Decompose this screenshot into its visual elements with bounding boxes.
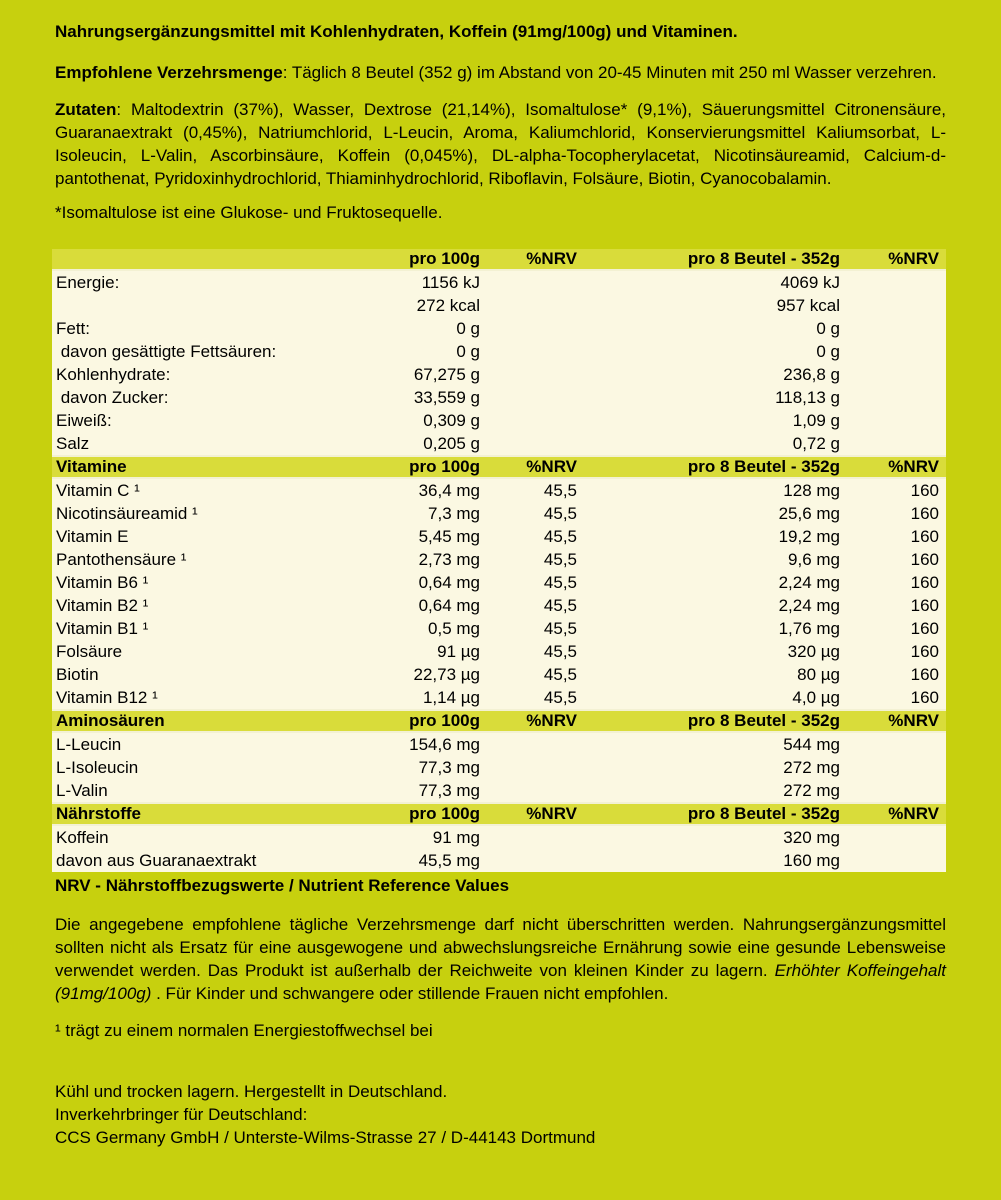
cell-value: %NRV: [526, 457, 577, 476]
nutrient-row: [52, 317, 946, 340]
cell-value: pro 8 Beutel - 352g: [687, 249, 840, 268]
nutrient-row: [52, 386, 946, 409]
cell-value: [840, 733, 946, 756]
nutrient-row: [52, 571, 946, 594]
ingredients-text: : Maltodextrin (37%), Wasser, Dextrose (21,14%), Isomaltulose* (9,1%), Säuerungsmittel Citronensäure, Guaranaextrakt (0,45%), Natriumchlorid, L-Leucin, Aroma, Kaliumchlorid, Konservierungsmittel Kaliumsorbat, L-Isoleucin, L-Valin, Ascorbinsäure, Koffein (0,045%), DL-alpha-Tocopherylacetat, Nicotinsäureamid, Calcium-d-pantothenat, Pyridoxinhydrochlorid, Thiaminhydrochlorid, Riboflavin, Folsäure, Biotin, Cyanocobalamin.: [55, 100, 946, 188]
cell-value: 0 g: [456, 342, 480, 361]
nutrient-row: [52, 432, 946, 455]
cell-value: %NRV: [526, 804, 577, 823]
nutrient-row: [52, 733, 946, 756]
nutrient-row: [52, 756, 946, 779]
section-header-row: [52, 249, 946, 271]
cell-value: 544 mg: [783, 735, 840, 754]
cell-value: 2,73 mg: [418, 550, 480, 569]
product-title: Nahrungsergänzungsmittel mit Kohlenhydraten, Koffein (91mg/100g) und Vitaminen.: [55, 22, 738, 41]
cell-value: 45,5: [543, 596, 577, 615]
nutrition-table: [52, 249, 946, 872]
caution-text-italic: Erhöhter Koffeingehalt (91mg/100g): [55, 961, 946, 1003]
cell-value: 272 mg: [783, 781, 840, 800]
cell-value: 1,76 mg: [778, 619, 840, 638]
cell-value: 320 µg: [787, 642, 840, 661]
row-label: Vitamin B1 ¹: [56, 619, 149, 638]
cell-value: [480, 317, 577, 340]
cell-value: 77,3 mg: [418, 781, 480, 800]
cell-value: [480, 826, 577, 849]
cell-value: [480, 386, 577, 409]
nutrient-row: [52, 340, 946, 363]
cell-value: [480, 756, 577, 779]
cell-value: [480, 409, 577, 432]
cell-value: [480, 340, 577, 363]
dosage-text: : Täglich 8 Beutel (352 g) im Abstand von 20-45 Minuten mit 250 ml Wasser verzehren.: [282, 63, 937, 82]
cell-value: 1,09 g: [792, 411, 840, 430]
cell-value: 236,8 g: [783, 365, 840, 384]
cell-value: 118,13 g: [775, 388, 840, 407]
cell-value: %NRV: [526, 249, 577, 268]
cell-value: 5,45 mg: [418, 527, 480, 546]
nutrient-row: [52, 849, 946, 872]
cell-value: [840, 386, 946, 409]
cell-value: 91 µg: [437, 642, 480, 661]
cell-value: [480, 779, 577, 802]
row-label: Vitamin E: [56, 527, 129, 546]
cell-value: 45,5: [543, 481, 577, 500]
nutrient-row: [52, 663, 946, 686]
cell-value: [480, 432, 577, 455]
row-label: Vitamin B2 ¹: [56, 596, 149, 615]
cell-value: [840, 432, 946, 455]
cell-value: 272 kcal: [416, 296, 480, 315]
cell-value: 45,5: [543, 642, 577, 661]
cell-value: 160: [910, 665, 939, 684]
row-label: Energie:: [56, 273, 120, 292]
cell-value: 0,5 mg: [428, 619, 480, 638]
cell-value: 0 g: [816, 342, 840, 361]
section-title: Nährstoffe: [56, 804, 142, 823]
row-label: L-Leucin: [56, 735, 122, 754]
nutrient-row: [52, 640, 946, 663]
cell-value: 0,64 mg: [418, 573, 480, 592]
cell-value: [840, 340, 946, 363]
cell-value: %NRV: [888, 249, 939, 268]
nutrient-row: [52, 826, 946, 849]
row-label: Pantothensäure ¹: [56, 550, 187, 569]
row-label: Kohlenhydrate:: [56, 365, 171, 384]
cell-value: pro 8 Beutel - 352g: [687, 457, 840, 476]
cell-value: 25,6 mg: [778, 504, 840, 523]
nutrient-row: [52, 617, 946, 640]
cell-value: 0,205 g: [423, 434, 480, 453]
cell-value: 128 mg: [783, 481, 840, 500]
cell-value: 154,6 mg: [409, 735, 480, 754]
cell-value: 9,6 mg: [788, 550, 840, 569]
caution-text-post: . Für Kinder und schwangere oder stillende Frauen nicht empfohlen.: [151, 984, 669, 1003]
cell-value: 160: [910, 573, 939, 592]
row-label: L-Valin: [56, 781, 108, 800]
nutrient-row: [52, 294, 946, 317]
row-label: [52, 294, 364, 317]
section-title: Aminosäuren: [56, 711, 165, 730]
cell-value: 45,5: [543, 527, 577, 546]
nutrient-row: [52, 686, 946, 709]
row-label: davon gesättigte Fettsäuren:: [56, 342, 277, 361]
cell-value: 45,5: [543, 550, 577, 569]
dosage-label: Empfohlene Verzehrsmenge: [55, 63, 283, 82]
cell-value: 45,5: [543, 665, 577, 684]
cell-value: 77,3 mg: [418, 758, 480, 777]
row-label: L-Isoleucin: [56, 758, 139, 777]
cell-value: 160: [910, 550, 939, 569]
cell-value: 160: [910, 596, 939, 615]
cell-value: pro 100g: [409, 249, 480, 268]
cell-value: 2,24 mg: [778, 573, 840, 592]
cell-value: pro 100g: [409, 804, 480, 823]
cell-value: 160: [910, 504, 939, 523]
cell-value: 957 kcal: [776, 296, 840, 315]
cell-value: 160 mg: [783, 851, 840, 870]
ingredients-label: Zutaten: [55, 100, 117, 119]
cell-value: pro 8 Beutel - 352g: [687, 804, 840, 823]
cell-value: 80 µg: [797, 665, 840, 684]
nutrient-row: [52, 548, 946, 571]
cell-value: [480, 294, 577, 317]
cell-value: 160: [910, 619, 939, 638]
row-label: Biotin: [56, 665, 99, 684]
cell-value: [480, 849, 577, 872]
cell-value: 0,72 g: [792, 434, 840, 453]
energy-metabolism-footnote: ¹ trägt zu einem normalen Energiestoffwechsel bei: [55, 1021, 433, 1040]
section-title: [52, 249, 364, 269]
cell-value: %NRV: [888, 457, 939, 476]
section-header-row: [52, 455, 946, 479]
isomaltulose-note: *Isomaltulose ist eine Glukose- und Fruktosequelle.: [55, 203, 443, 222]
cell-value: 45,5 mg: [418, 851, 480, 870]
cell-value: 36,4 mg: [418, 481, 480, 500]
cell-value: [840, 779, 946, 802]
cell-value: 160: [910, 642, 939, 661]
nutrient-row: [52, 525, 946, 548]
cell-value: 1156 kJ: [421, 273, 480, 292]
cell-value: 45,5: [543, 573, 577, 592]
row-label: Nicotinsäureamid ¹: [56, 504, 198, 523]
row-label: Salz: [56, 434, 90, 453]
distributor-address: CCS Germany GmbH / Unterste-Wilms-Strasse 27 / D-44143 Dortmund: [55, 1128, 596, 1147]
cell-value: 33,559 g: [413, 388, 480, 407]
cell-value: [840, 363, 946, 386]
cell-value: 45,5: [543, 504, 577, 523]
cell-value: 160: [910, 527, 939, 546]
cell-value: 0,309 g: [423, 411, 480, 430]
row-label: Eiweiß:: [56, 411, 112, 430]
nutrient-row: [52, 271, 946, 294]
caution-text-pre: Die angegebene empfohlene tägliche Verzehrsmenge darf nicht überschritten werden. Nahrungsergänzungsmittel sollten nicht als Ersatz für eine ausgewogene und abwechslungsreiche Ernährung sowie eine gesunde Lebensweise verwendet werden. Das Produkt ist außerhalb der Reichweite von kleinen Kinder zu lagern.: [55, 915, 946, 980]
dosage-paragraph: [55, 61, 946, 84]
cell-value: 160: [910, 688, 939, 707]
cell-value: 0,64 mg: [418, 596, 480, 615]
cell-value: pro 8 Beutel - 352g: [687, 711, 840, 730]
row-label: Koffein: [56, 828, 109, 847]
cell-value: 45,5: [543, 619, 577, 638]
nutrient-row: [52, 409, 946, 432]
cell-value: [480, 271, 577, 294]
row-label: Vitamin B6 ¹: [56, 573, 149, 592]
row-label: Folsäure: [56, 642, 123, 661]
cell-value: 320 mg: [783, 828, 840, 847]
nutrient-row: [52, 502, 946, 525]
row-label: davon aus Guaranaextrakt: [56, 851, 257, 870]
cell-value: 272 mg: [783, 758, 840, 777]
cell-value: [840, 409, 946, 432]
cell-value: 0 g: [816, 319, 840, 338]
cell-value: 4069 kJ: [780, 273, 840, 292]
nutrient-row: [52, 594, 946, 617]
section-header-row: [52, 802, 946, 826]
cell-value: [480, 363, 577, 386]
nutrient-row: [52, 363, 946, 386]
section-title: Vitamine: [56, 457, 127, 476]
storage-note: Kühl und trocken lagern. Hergestellt in Deutschland.: [55, 1082, 448, 1101]
cell-value: 45,5: [543, 688, 577, 707]
section-header-row: [52, 709, 946, 733]
storage-block: [55, 1080, 946, 1149]
cell-value: %NRV: [888, 711, 939, 730]
row-label: Fett:: [56, 319, 91, 338]
cell-value: [840, 849, 946, 872]
row-label: Vitamin C ¹: [56, 481, 140, 500]
cell-value: 2,24 mg: [778, 596, 840, 615]
cell-value: [480, 733, 577, 756]
cell-value: [840, 294, 946, 317]
cell-value: %NRV: [526, 711, 577, 730]
caution-paragraph: [55, 913, 946, 1005]
cell-value: 19,2 mg: [778, 527, 840, 546]
cell-value: [840, 271, 946, 294]
cell-value: 1,14 µg: [422, 688, 480, 707]
cell-value: %NRV: [888, 804, 939, 823]
cell-value: 4,0 µg: [792, 688, 840, 707]
row-label: davon Zucker:: [56, 388, 169, 407]
nrv-note: NRV - Nährstoffbezugswerte / Nutrient Reference Values: [55, 876, 510, 895]
cell-value: pro 100g: [409, 457, 480, 476]
distributor-label: Inverkehrbringer für Deutschland:: [55, 1105, 308, 1124]
nutrient-row: [52, 479, 946, 502]
ingredients-paragraph: [55, 98, 946, 190]
cell-value: 160: [910, 481, 939, 500]
cell-value: 22,73 µg: [413, 665, 480, 684]
cell-value: pro 100g: [409, 711, 480, 730]
cell-value: [840, 756, 946, 779]
cell-value: 91 mg: [432, 828, 480, 847]
cell-value: [840, 826, 946, 849]
cell-value: [840, 317, 946, 340]
nutrient-row: [52, 779, 946, 802]
cell-value: 67,275 g: [413, 365, 480, 384]
cell-value: 7,3 mg: [428, 504, 480, 523]
row-label: Vitamin B12 ¹: [56, 688, 158, 707]
cell-value: 0 g: [456, 319, 480, 338]
